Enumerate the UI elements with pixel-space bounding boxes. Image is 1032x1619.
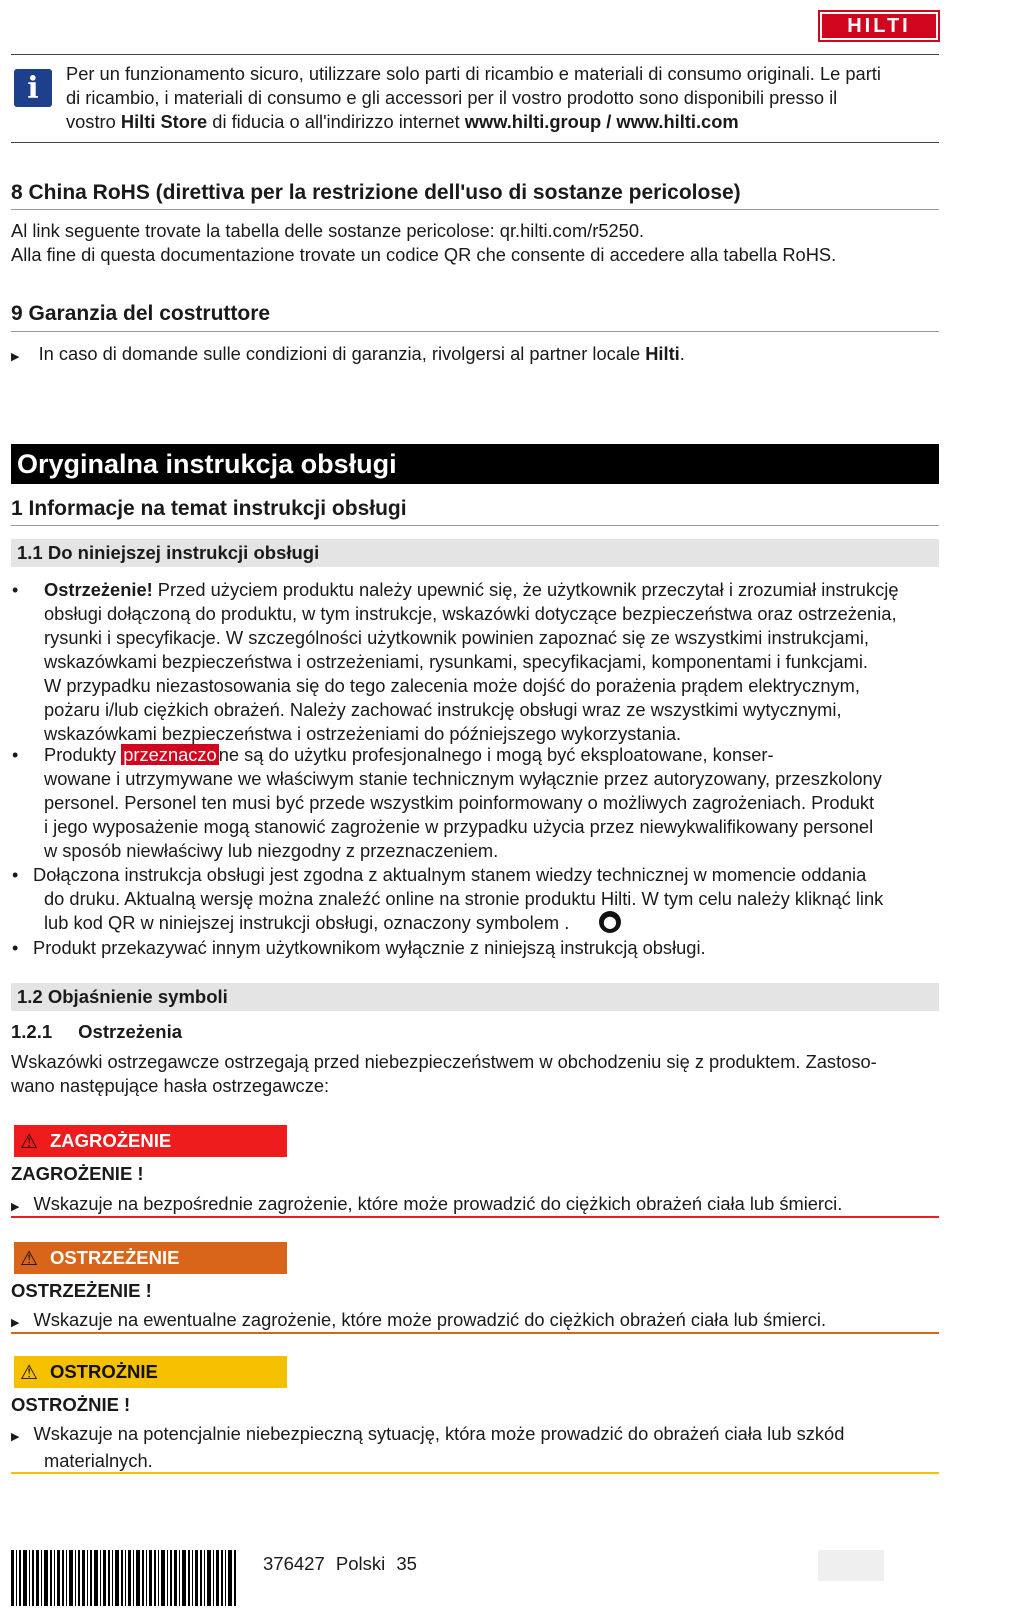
info-icon: i <box>14 69 52 107</box>
warning-rule <box>11 1332 939 1334</box>
danger-title: ZAGROŻENIE ! <box>11 1163 144 1184</box>
info-note <box>66 62 1022 134</box>
section-9-heading: 9 Garanzia del costruttore <box>11 302 271 325</box>
section-8-heading: 8 China RoHS (direttiva per la restrizione dell'uso di sostanze pericolose) <box>11 181 741 204</box>
footer-page-info <box>263 1553 417 1575</box>
warnings-intro: Wskazówki ostrzegawcze ostrzegają przed niebezpieczeństwem w obchodzeniu się z produktem. Zastoso- wano następujące hasła ostrzegawcze: <box>11 1051 877 1096</box>
header-divider <box>11 54 939 55</box>
caution-description: ▶ Wskazuje na potencjalnie niebezpieczną sytuację, która może prowadzić do obrażeń ciała lub szkód materialnych. <box>11 1423 845 1471</box>
barcode <box>11 1550 239 1606</box>
warning-triangle-icon: ⚠ <box>20 1361 38 1384</box>
rohs-qr-line: Alla fine di questa documentazione trovate un codice QR che consente di accedere alla tabella RoHS. <box>11 244 837 265</box>
subsection-1-2-1-heading: 1.2.1 Ostrzeżenia <box>11 1021 183 1042</box>
caution-signal-label: ⚠ OSTROŻNIE <box>14 1356 287 1388</box>
subsection-1-2-heading: 1.2 Objaśnienie symboli <box>11 983 939 1011</box>
hilti-website-link[interactable]: www.hilti.group / www.hilti.com <box>464 111 739 132</box>
bullet-dot: • <box>12 580 19 600</box>
bullet-2: Produkty przeznaczo ne są do użytku profesjonalnego i mogą być eksploatowane, konser- wowane i utrzymywane we właściwym stanie technicznym wyłącznie przez autoryzowany, przeszkolony personel. Personel ten musi być przede wszystkim poinformowany o możliwych zagrożeniach. Produkt i jego wyposażenie mogą stanowić zagrożenie w przypadku użycia przez niewykwalifikowany personel w sposób niewłaściwy lub niezgodny z przeznaczeniem. <box>44 744 882 861</box>
triangle-bullet-icon: ▶ <box>11 1431 20 1443</box>
caution-rule <box>11 1472 939 1474</box>
warning-signal-label: ⚠ OSTRZEŻENIE <box>14 1242 287 1274</box>
highlight-mark: przeznaczo <box>123 744 217 765</box>
warning-triangle-icon: ⚠ <box>20 1130 38 1153</box>
danger-signal-label: ⚠ ZAGROŻENIE <box>14 1125 287 1157</box>
section-1-heading: 1 Informacje na temat instrukcji obsługi <box>11 497 407 520</box>
hilti-logo: HILTI <box>820 12 938 40</box>
info-line-2: di ricambio, i materiali di consumo e gli accessori per il vostro prodotto sono disponibili presso il <box>66 87 838 108</box>
warning-label: Ostrzeżenie! <box>44 579 153 600</box>
warning-title: OSTRZEŻENIE ! <box>11 1280 152 1301</box>
subsection-1-1-heading: 1.1 Do niniejszej instrukcji obsługi <box>11 539 939 567</box>
bullet-3: Dołączona instrukcja obsługi jest zgodna z aktualnym stanem wiedzy technicznej w momencie oddania do druku. Aktualną wersję można znaleźć online na stronie produktu Hilti. W tym celu należy kliknąć link lub kod QR w niniejszej instrukcji obsługi, oznaczony symbolem . <box>33 864 884 933</box>
section-1-divider <box>11 525 939 526</box>
warranty-bullet: ▶ In caso di domande sulle condizioni di garanzia, rivolgersi al partner locale Hilti. <box>11 343 685 364</box>
doc-number: 376427 <box>263 1553 325 1574</box>
rohs-link-line: Al link seguente trovate la tabella delle sostanze pericolose: qr.hilti.com/r5250. <box>11 220 645 241</box>
document-title-banner: Oryginalna instrukcja obsługi <box>11 444 939 484</box>
info-line-1: Per un funzionamento sicuro, utilizzare solo parti di ricambio e materiali di consumo originali. Le parti <box>66 63 881 84</box>
danger-description: ▶ Wskazuje na bezpośrednie zagrożenie, które może prowadzić do ciężkich obrażeń ciała lub śmierci. <box>11 1193 843 1214</box>
bullet-dot: • <box>12 745 19 765</box>
triangle-bullet-icon: ▶ <box>11 1317 20 1329</box>
warning-description: ▶ Wskazuje na ewentualne zagrożenie, które może prowadzić do ciężkich obrażeń ciała lub śmierci. <box>11 1309 827 1330</box>
footer-blank-box <box>818 1550 884 1581</box>
bullet-dot: • <box>12 938 19 958</box>
bullet-dot: • <box>12 865 19 885</box>
hilti-store-text: Hilti Store <box>120 111 208 132</box>
page-number: 35 <box>396 1553 417 1574</box>
section-8-body <box>11 219 1021 267</box>
online-manual-icon[interactable]: ⬤ <box>599 911 621 933</box>
section-9-divider <box>11 331 939 332</box>
triangle-bullet-icon: ▶ <box>11 351 20 363</box>
info-divider <box>11 142 939 143</box>
triangle-bullet-icon: ▶ <box>11 1201 20 1213</box>
bullet-1: Ostrzeżenie! Przed użyciem produktu należy upewnić się, że użytkownik przeczytał i zrozumiał instrukcję obsługi dołączoną do produktu, w tym instrukcje, wskazówki dotyczące bezpieczeństwa oraz ostrzeżenia, rysunki i specyfikacje. W szczególności użytkownik powinien zapoznać się ze wszystkimi instrukcjami, wskazówkami bezpieczeństwa i ostrzeżeniami, rysunkami, specyfikacjami, komponentami i funkcjami. W przypadku niezastosowania się do tego zalecenia może dojść do porażenia prądem elektrycznym, pożaru i/lub ciężkich obrażeń. Należy zachować instrukcję obsługi wraz ze wszystkimi wytycznymi, wskazówkami bezpieczeństwa i ostrzeżeniami do późniejszego wykorzystania. <box>44 579 899 744</box>
danger-rule <box>11 1216 939 1218</box>
section-8-divider <box>11 209 939 210</box>
bullet-4: Produkt przekazywać innym użytkownikom wyłącznie z niniejszą instrukcją obsługi. <box>33 937 706 958</box>
footer-language: Polski <box>335 1553 386 1574</box>
caution-title: OSTROŻNIE ! <box>11 1394 131 1415</box>
info-line-3: vostro Hilti Store di fiducia o all'indirizzo internet www.hilti.group / www.hilti.com <box>66 111 739 132</box>
warning-triangle-icon: ⚠ <box>20 1247 38 1270</box>
